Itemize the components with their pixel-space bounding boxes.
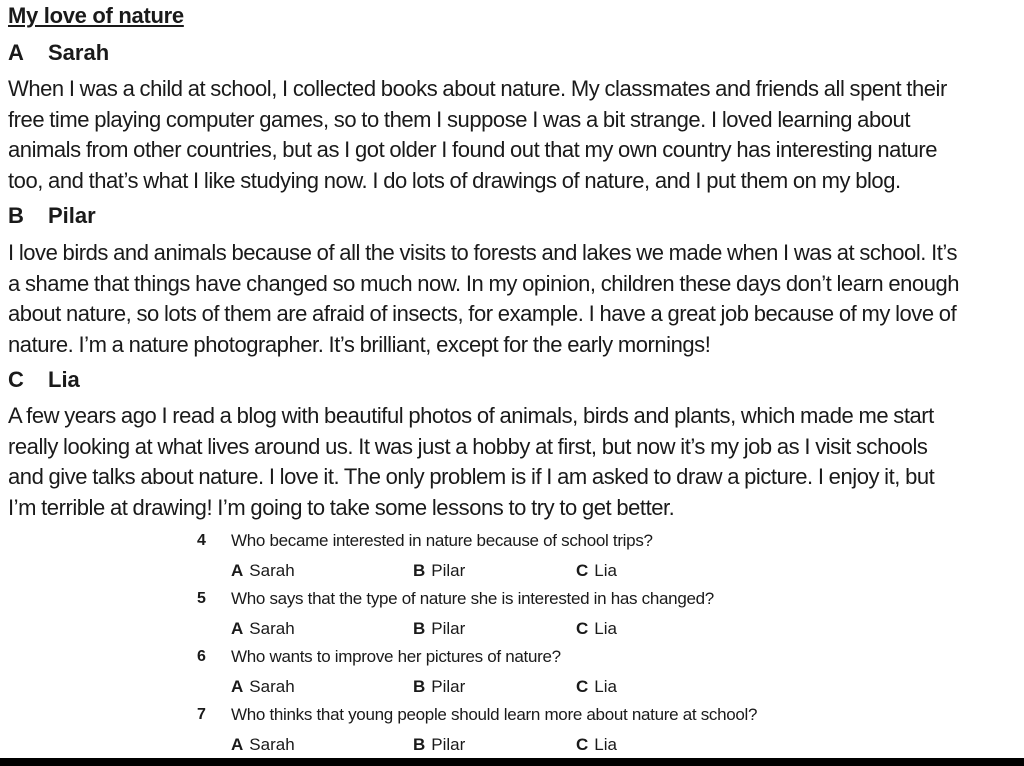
question-text: Who became interested in nature because of school trips? [231, 531, 653, 550]
option-a[interactable] [231, 619, 295, 639]
text-line: too, and that’s what I like studying now. I do lots of drawings of nature, and I put them on my blog. [8, 167, 901, 193]
option-letter: B [413, 735, 426, 754]
option-c[interactable] [576, 677, 617, 697]
question-text: Who says that the type of nature she is interested in has changed? [231, 589, 714, 608]
option-c[interactable] [576, 619, 617, 639]
question-number: 6 [197, 648, 206, 665]
option-b[interactable] [413, 735, 465, 755]
section-text-a [8, 74, 1020, 196]
text-line: nature. I’m a nature photographer. It’s brilliant, except for the early mornings! [8, 331, 711, 357]
section-letter: A [8, 40, 24, 65]
option-label: Sarah [249, 619, 295, 638]
question-number: 5 [197, 590, 206, 607]
option-label: Pilar [431, 619, 466, 638]
text-line: a shame that things have changed so much now. In my opinion, children these days don’t learn enough [8, 270, 960, 296]
section-heading-b [8, 203, 96, 229]
option-letter: C [576, 561, 589, 580]
section-text-b [8, 238, 1020, 360]
question-text: Who thinks that young people should learn more about nature at school? [231, 705, 758, 724]
bottom-border [0, 758, 1024, 766]
option-letter: B [413, 677, 426, 696]
option-label: Pilar [431, 561, 466, 580]
option-letter: C [576, 677, 589, 696]
text-line: When I was a child at school, I collected books about nature. My classmates and friends all spent their [8, 76, 947, 101]
option-letter: B [413, 619, 426, 638]
option-label: Lia [594, 561, 617, 580]
option-b[interactable] [413, 561, 465, 581]
text-line: and give talks about nature. I love it. The only problem is if I am asked to draw a picture. I enjoy it, but [8, 464, 935, 489]
question-number: 4 [197, 532, 206, 549]
option-b[interactable] [413, 677, 465, 697]
question-text: Who wants to improve her pictures of nature? [231, 647, 561, 666]
option-letter: B [413, 561, 426, 580]
text-line: I love birds and animals because of all the visits to forests and lakes we made when I was at school. It’s [8, 240, 958, 265]
page-title: My love of nature [8, 3, 184, 28]
section-heading-a [8, 40, 109, 66]
section-letter: C [8, 367, 24, 392]
section-letter: B [8, 203, 24, 228]
option-letter: C [576, 735, 589, 754]
option-a[interactable] [231, 677, 295, 697]
text-line: free time playing computer games, so to them I suppose I was a bit strange. I loved learning about [8, 106, 910, 132]
option-letter: A [231, 561, 244, 580]
option-a[interactable] [231, 735, 295, 755]
section-name: Sarah [48, 40, 110, 65]
option-letter: A [231, 619, 244, 638]
section-text-c [8, 401, 1020, 523]
option-letter: A [231, 677, 244, 696]
text-line: I’m terrible at drawing! I’m going to take some lessons to try to get better. [8, 494, 675, 520]
text-line: animals from other countries, but as I got older I found out that my own country has interesting nature [8, 137, 938, 162]
section-name: Lia [48, 367, 80, 392]
option-c[interactable] [576, 561, 617, 581]
option-label: Sarah [249, 561, 295, 580]
option-b[interactable] [413, 619, 465, 639]
section-heading-c [8, 367, 80, 393]
option-label: Pilar [431, 677, 466, 696]
option-label: Pilar [431, 735, 466, 754]
option-label: Lia [594, 677, 617, 696]
option-label: Lia [594, 735, 617, 754]
text-line: A few years ago I read a blog with beautiful photos of animals, birds and plants, which made me start [8, 403, 934, 428]
option-label: Sarah [249, 677, 295, 696]
option-c[interactable] [576, 735, 617, 755]
option-a[interactable] [231, 561, 295, 581]
section-name: Pilar [48, 203, 96, 228]
question-number: 7 [197, 706, 206, 723]
text-line: about nature, so lots of them are afraid of insects, for example. I have a great job because of my love of [8, 301, 957, 326]
option-label: Lia [594, 619, 617, 638]
option-letter: A [231, 735, 244, 754]
option-label: Sarah [249, 735, 295, 754]
text-line: really looking at what lives around us. It was just a hobby at first, but now it’s my job as I visit schools [8, 433, 928, 459]
option-letter: C [576, 619, 589, 638]
